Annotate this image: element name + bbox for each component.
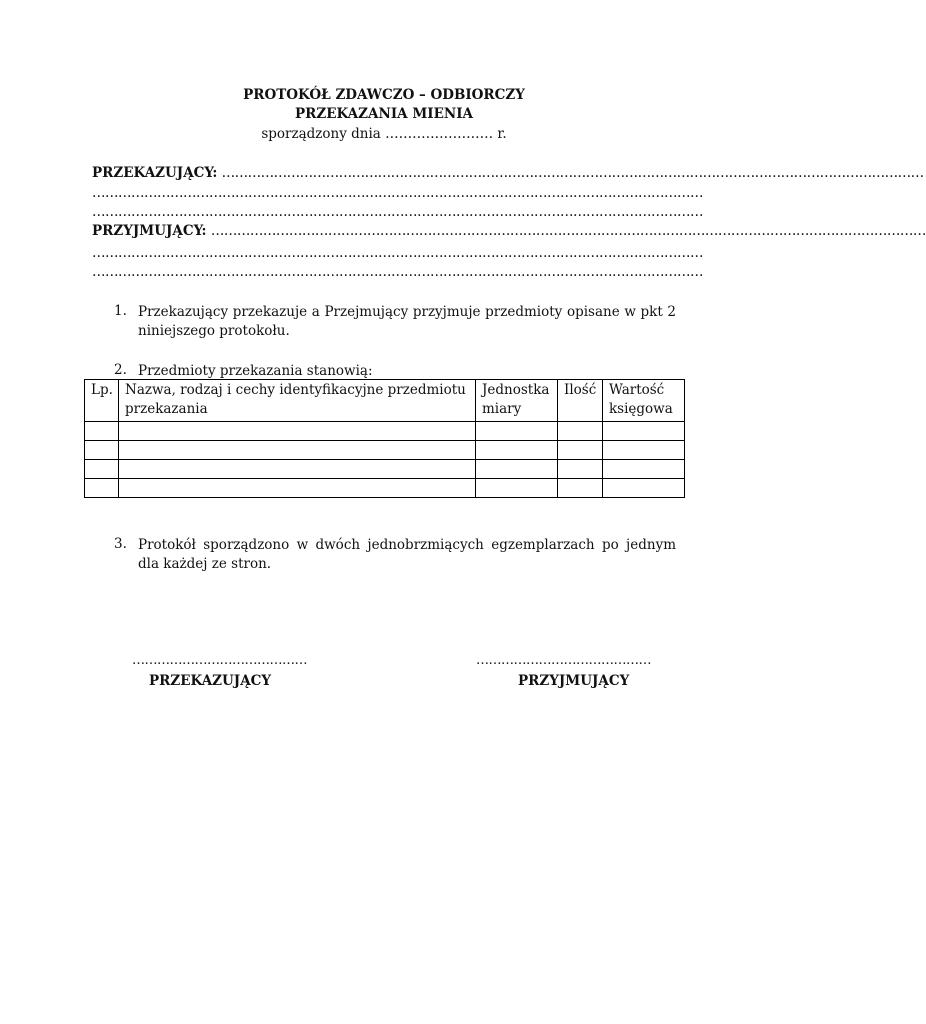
date-line: sporządzony dnia …………………… r. [261,126,507,142]
table-cell [85,460,119,479]
left-signature-label: PRZEKAZUJĄCY [149,673,272,689]
receiver-line-2: …………………………………………………………………………………………………………………………… [92,245,703,261]
table-row [85,441,685,460]
table-cell [558,422,603,441]
point-3-number: 3. [114,536,127,552]
table-cell [558,460,603,479]
table-header-row [85,380,685,422]
table-cell [85,479,119,498]
table-row [85,479,685,498]
point-2-text: Przedmioty przekazania stanowią: [138,363,373,379]
handover-line-3: …………………………………………………………………………………………………………………………… [92,204,703,220]
right-signature-line: …………………………………… [476,653,651,668]
table-cell [558,441,603,460]
receiver-line-3: …………………………………………………………………………………………………………………………… [92,264,703,280]
receiver-field [92,223,926,239]
handover-label: PRZEKAZUJĄCY: [92,165,218,181]
left-signature-line: …………………………………… [132,653,307,668]
document-subtitle: PRZEKAZANIA MIENIA [294,106,473,122]
document-title: PROTOKÓŁ ZDAWCZO – ODBIORCZY [243,87,525,103]
col-header-unit: Jednostka miary [476,380,558,422]
table-cell [603,441,685,460]
table-cell [85,422,119,441]
table-cell [603,479,685,498]
handover-field [92,165,924,181]
table-row [85,460,685,479]
col-header-lp: Lp. [85,380,119,422]
table-cell [476,460,558,479]
table-cell [476,441,558,460]
table-cell [476,422,558,441]
items-table [84,379,685,498]
col-header-quantity: Ilość [558,380,603,422]
point-3-text: Protokół sporządzono w dwóch jednobrzmiących egzemplarzach po jednym dla każdej ze stron. [138,537,676,572]
point-1-number: 1. [114,303,127,319]
col-header-name: Nazwa, rodzaj i cechy identyfikacyjne przedmiotu przekazania [119,380,476,422]
table-cell [476,479,558,498]
table-cell [119,460,476,479]
receiver-dots: ………………………………………………………………………………………………………………………………………………… [210,223,926,239]
table-cell [603,460,685,479]
point-2-number: 2. [114,362,127,378]
table-cell [85,441,119,460]
table-cell [119,441,476,460]
right-signature-label: PRZYJMUJĄCY [518,673,630,689]
point-1-text: Przekazujący przekazuje a Przejmujący przyjmuje przedmioty opisane w pkt 2 niniejszego protokołu. [138,304,676,339]
table-row [85,422,685,441]
table-cell [558,479,603,498]
handover-line-2: …………………………………………………………………………………………………………………………… [92,185,703,201]
col-header-value: Wartość księgowa [603,380,685,422]
table-cell [119,422,476,441]
handover-dots: ……………………………………………………………………………………………………………………………………………… [221,165,924,181]
receiver-label: PRZYJMUJĄCY: [92,223,207,239]
table-cell [603,422,685,441]
table-cell [119,479,476,498]
